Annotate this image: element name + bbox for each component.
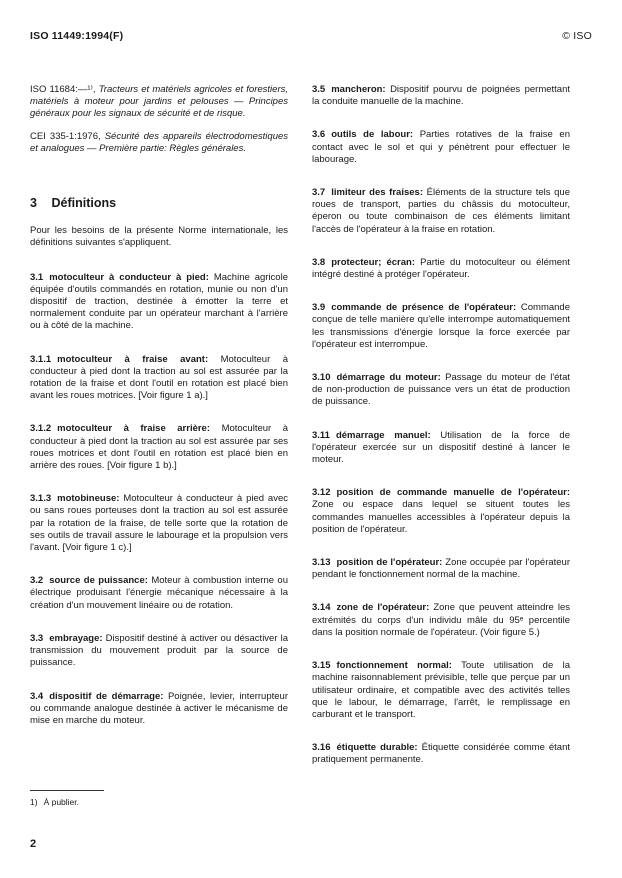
definition-3-5 (312, 84, 570, 108)
definition-term: démarrage manuel: (335, 429, 431, 441)
definition-term: étiquette durable: (336, 742, 418, 754)
definition-term: motoculteur à fraise avant: (57, 353, 209, 365)
left-column (30, 84, 288, 748)
definition-text: Poignée, levier, interrupteur ou commande analogue destinée à activer le mécanisme de mise en marche du moteur. (30, 690, 288, 726)
reference-code: ISO 11684:—¹⁾, (30, 84, 96, 95)
definition-number: 3.1 (30, 271, 44, 283)
definition-3-16 (312, 742, 570, 766)
definition-3-2 (30, 575, 288, 612)
section-intro: Pour les besoins de la présente Norme internationale, les définitions suivantes s'appliquent. (30, 225, 288, 249)
footnote-text: À publier. (43, 797, 80, 807)
definition-term: source de puissance: (49, 575, 148, 587)
definition-number: 3.4 (30, 690, 44, 702)
definition-3-12 (312, 487, 570, 536)
definition-number: 3.11 (312, 429, 330, 441)
definition-number: 3.5 (312, 84, 326, 95)
definition-term: commande de présence de l'opérateur: (331, 302, 517, 314)
definition-term: motoculteur à conducteur à pied: (49, 271, 209, 283)
definition-3-14 (312, 602, 570, 639)
definition-text: Éléments de la structure tels que roues de transport, parties du châssis du motoculteur, éperon ou toute combinaison de ces éléments limitant l'accès de l'opérateur à la fraise en rotation. (312, 187, 570, 235)
definition-text: Motoculteur à conducteur à pied avec ou sans roues porteuses dont la traction au sol est assurée par la rotation de la fraise, de telle sorte que la rotation de ses outils de travail assure le labourage et la propulsion vers l'avant. [Voir figure 1 c).] (30, 493, 288, 554)
definition-term: zone de l'opérateur: (336, 602, 430, 614)
definition-number: 3.9 (312, 302, 326, 314)
definition-3-7 (312, 187, 570, 236)
definition-number: 3.6 (312, 129, 326, 141)
definition-number: 3.8 (312, 256, 326, 268)
definition-number: 3.3 (30, 632, 44, 644)
standard-header: ISO 11449:1994(F) (30, 30, 124, 42)
definition-text: Étiquette considérée comme étant pratiquement permanente. (312, 742, 571, 766)
definition-3-1-2 (30, 423, 288, 472)
footnote-divider (30, 790, 104, 791)
section-heading (30, 197, 288, 209)
definition-number: 3.2 (30, 575, 44, 587)
definition-text: Toute utilisation de la machine raisonnablement prévisible, telle que perçue par un utilisateur ordinaire, et compatible avec des activités telles que le labour, le démarrage, l'arrêt, le remplissage en carburant et le transport. (312, 660, 570, 720)
definition-3-15 (312, 660, 570, 721)
definition-text: Passage du moteur de l'état de non-production de puissance vers un état de production de puissance. (312, 372, 570, 408)
definition-number: 3.12 (312, 487, 331, 499)
definition-term: position de l'opérateur: (336, 557, 443, 569)
reference-code: CEI 335-1:1976, (30, 130, 101, 142)
definition-number: 3.15 (312, 660, 331, 672)
definition-number: 3.1.2 (30, 423, 52, 435)
footnote-marker: 1) (30, 797, 38, 807)
definition-number: 3.7 (312, 187, 326, 199)
definition-3-3 (30, 633, 288, 670)
definition-text: Motoculteur à conducteur à pied dont la traction au sol est assurée par ses roues motrices et dont l'outil en rotation est placé bien en arrière des roues. [Voir figure 1 b).] (30, 423, 289, 472)
definition-number: 3.14 (312, 602, 331, 614)
reference-title: Sécurité des appareils électrodomestiques et analogues — Première partie: Règles générales. (30, 130, 289, 154)
definition-text: Dispositif pourvu de poignées permettant la conduite manuelle de la machine. (312, 84, 571, 108)
definition-3-1 (30, 272, 288, 333)
definition-number: 3.16 (312, 742, 331, 754)
definition-term: limiteur des fraises: (331, 187, 423, 199)
definition-number: 3.13 (312, 557, 331, 569)
right-column (312, 84, 570, 788)
definition-text: Zone que peuvent atteindre les extrémités du corps d'un individu mâle du 95ᵉ percentile dans la position normale de l'opérateur. (Voir figure 5.) (312, 602, 571, 638)
definition-number: 3.10 (312, 372, 331, 384)
definition-term: protecteur; écran: (331, 256, 415, 268)
definition-3-1-1 (30, 354, 288, 403)
definition-term: motobineuse: (57, 493, 120, 505)
reference-title: Tracteurs et matériels agricoles et forestiers, matériels à moteur pour jardins et pelouses — Principes généraux pour les signaux de sécurité et de risque. (30, 84, 288, 120)
definition-term: dispositif de démarrage: (49, 690, 164, 702)
copyright-header: © ISO (562, 30, 592, 42)
page-number: 2 (30, 838, 37, 850)
definition-3-10 (312, 372, 570, 409)
definition-3-13 (312, 557, 570, 581)
footnote (30, 797, 79, 807)
definition-term: mancheron: (331, 84, 386, 95)
definition-text: Dispositif destiné à activer ou désactiver la transmission du mouvement produit par la source de puissance. (30, 632, 289, 669)
definition-term: outils de labour: (331, 129, 414, 141)
definition-text: Utilisation de la force de l'opérateur exercée sur un dispositif destiné à lancer le moteur. (312, 429, 570, 466)
definition-3-4 (30, 691, 288, 728)
definition-number: 3.1.3 (30, 493, 52, 505)
definition-text: Machine agricole équipée d'outils commandés en rotation, munie ou non d'un dispositif de traction, destinée à émotter la terre et normalement conduite par un opérateur marchant à l'arrière ou à côté de la machine. (30, 271, 288, 332)
definition-term: démarrage du moteur: (336, 372, 441, 384)
definition-3-9 (312, 302, 570, 351)
reference-entry (30, 131, 288, 155)
definition-text: Parties rotatives de la fraise en contact avec le sol et qui y pénètrent pour effectuer le labourage. (312, 129, 570, 165)
definition-term: motoculteur à fraise arrière: (57, 423, 211, 435)
definition-term: position de commande manuelle de l'opérateur: (336, 487, 570, 499)
definition-text: Moteur à combustion interne ou électrique produisant l'énergie mécanique nécessaire à la création d'un mouvement linéaire ou de rotation. (30, 575, 289, 611)
reference-entry (30, 84, 288, 121)
definition-text: Partie du motoculteur ou élément intégré destiné à protéger l'opérateur. (312, 256, 570, 281)
definition-3-11 (312, 430, 570, 467)
definition-text: Commande conçue de telle manière qu'elle interrompe automatiquement les transmissions d'énergie lorsque la force exercée par l'opérateur est interrompue. (312, 302, 570, 350)
definition-term: fonctionnement normal: (336, 660, 452, 672)
definition-number: 3.1.1 (30, 353, 52, 365)
definition-text: Zone occupée par l'opérateur pendant le fonctionnement normal de la machine. (312, 557, 571, 581)
definition-3-8 (312, 257, 570, 281)
definition-text: Zone ou espace dans lequel se situent toutes les commandes manuelles accessibles à l'opérateur depuis la position de l'opérateur. (312, 499, 570, 535)
definition-3-6 (312, 129, 570, 166)
section-number: 3 (30, 196, 37, 211)
definition-3-1-3 (30, 493, 288, 554)
definition-text: Motoculteur à conducteur à pied dont la traction au sol est assurée par la rotation de la fraise et dont l'outil en rotation est placé bien avant les roues motrices. [Voir figure 1 a).] (30, 353, 289, 402)
section-title: Définitions (51, 196, 117, 211)
definition-term: embrayage: (49, 632, 103, 644)
